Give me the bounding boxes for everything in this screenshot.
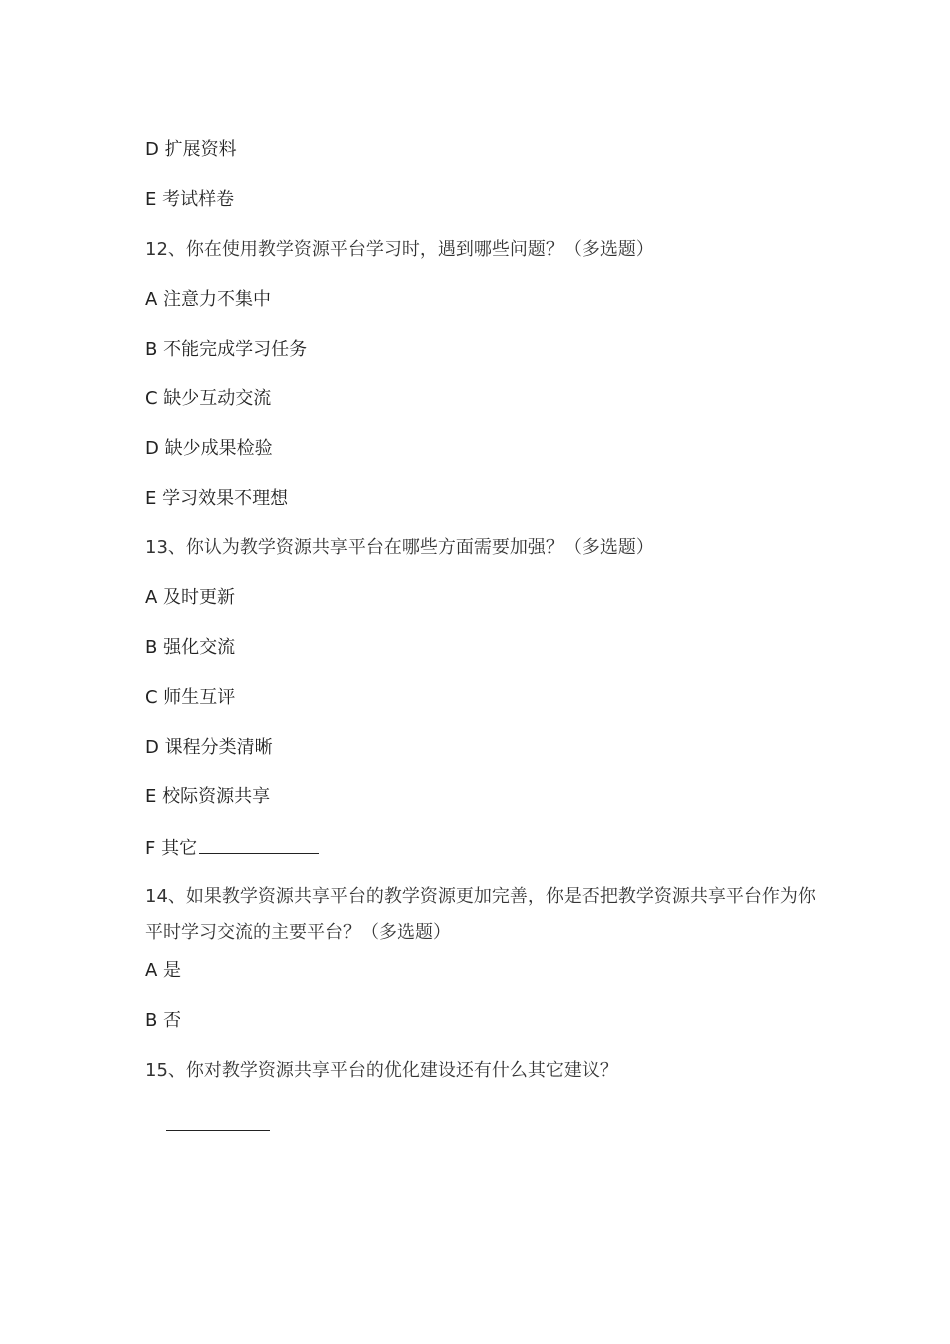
- q15-answer-blank-line: [166, 1130, 270, 1131]
- q13-option-b: B 强化交流: [145, 637, 236, 658]
- q14-option-a: A 是: [145, 960, 182, 981]
- q13-other-blank-line: [199, 835, 319, 854]
- q12-option-e: E 学习效果不理想: [145, 488, 289, 509]
- q13-option-a: A 及时更新: [145, 587, 236, 608]
- q13-option-e: E 校际资源共享: [145, 786, 271, 807]
- q13-option-f-label: F 其它: [145, 838, 198, 859]
- q13-option-c: C 师生互评: [145, 687, 236, 708]
- q14-option-b: B 否: [145, 1010, 182, 1031]
- q12-option-a: A 注意力不集中: [145, 289, 272, 310]
- q12-option-b: B 不能完成学习任务: [145, 339, 308, 360]
- question-12: 12、你在使用教学资源平台学习时，遇到哪些问题？（多选题）: [145, 239, 654, 260]
- question-15: 15、你对教学资源共享平台的优化建设还有什么其它建议？: [145, 1060, 618, 1081]
- q13-option-d: D 课程分类清晰: [145, 737, 273, 758]
- option-d-extended-materials: D 扩展资料: [145, 139, 237, 160]
- q13-option-f: [145, 835, 319, 861]
- option-e-exam-samples: E 考试样卷: [145, 189, 235, 210]
- question-14: 14、如果教学资源共享平台的教学资源更加完善，你是否把教学资源共享平台作为你平时学习交流的主要平台？（多选题）: [145, 886, 816, 943]
- q12-option-d: D 缺少成果检验: [145, 438, 273, 459]
- question-13: 13、你认为教学资源共享平台在哪些方面需要加强？（多选题）: [145, 537, 654, 558]
- q12-option-c: C 缺少互动交流: [145, 388, 272, 409]
